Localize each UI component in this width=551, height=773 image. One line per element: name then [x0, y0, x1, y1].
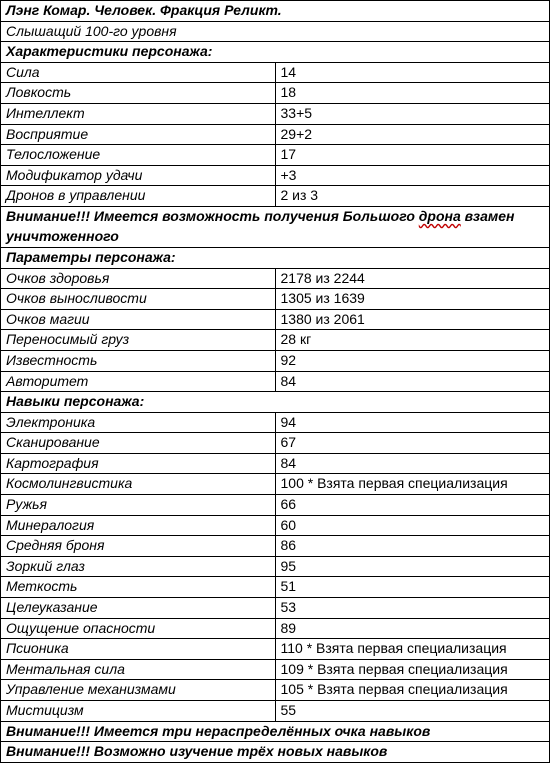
skill-row-label: Ружья	[1, 495, 276, 516]
skill-row-label: Мистицизм	[1, 701, 276, 722]
skill-row	[1, 412, 550, 433]
skill-row	[1, 701, 550, 722]
skill-row-label: Зоркий глаз	[1, 556, 276, 577]
parameter-row	[1, 268, 550, 289]
characteristic-row	[1, 124, 550, 145]
parameter-row-value: 2178 из 2244	[275, 268, 550, 289]
characteristic-row-label: Сила	[1, 62, 276, 83]
parameter-row-label: Очков здоровья	[1, 268, 276, 289]
skill-row	[1, 433, 550, 454]
characteristic-row-value: 14	[275, 62, 550, 83]
skill-row-value: 89	[275, 618, 550, 639]
skill-row-value: 67	[275, 433, 550, 454]
parameter-row-label: Очков выносливости	[1, 289, 276, 310]
skill-row	[1, 577, 550, 598]
parameter-row	[1, 371, 550, 392]
skill-row	[1, 515, 550, 536]
skill-row-label: Космолингвистика	[1, 474, 276, 495]
skill-row-label: Целеуказание	[1, 598, 276, 619]
skill-row-value: 84	[275, 453, 550, 474]
parameter-row-value: 1380 из 2061	[275, 309, 550, 330]
skill-row	[1, 659, 550, 680]
skill-row-value: 53	[275, 598, 550, 619]
skill-row-label: Сканирование	[1, 433, 276, 454]
drone-notice-underlined: дрона	[418, 208, 461, 225]
characteristic-row-label: Дронов в управлении	[1, 186, 276, 207]
characteristic-row	[1, 62, 550, 83]
skill-row	[1, 495, 550, 516]
character-level: Слышащий 100-го уровня	[1, 21, 550, 42]
skill-row-value: 60	[275, 515, 550, 536]
skill-row	[1, 453, 550, 474]
skill-row-value: 110 * Взята первая специализация	[275, 639, 550, 660]
characteristic-row-value: 17	[275, 145, 550, 166]
characteristic-row-value: 2 из 3	[275, 186, 550, 207]
parameter-row-label: Очков магии	[1, 309, 276, 330]
new-skills-notice: Внимание!!! Возможно изучение трёх новых навыков	[1, 742, 550, 763]
skill-row	[1, 556, 550, 577]
characteristic-row	[1, 145, 550, 166]
skill-row	[1, 536, 550, 557]
characteristic-row-label: Восприятие	[1, 124, 276, 145]
characteristic-row	[1, 186, 550, 207]
parameter-row-value: 1305 из 1639	[275, 289, 550, 310]
parameter-row	[1, 330, 550, 351]
skill-row-value: 100 * Взята первая специализация	[275, 474, 550, 495]
skill-row-label: Средняя броня	[1, 536, 276, 557]
character-sheet-body	[1, 1, 550, 763]
skill-row-label: Управление механизмами	[1, 680, 276, 701]
skill-points-notice-row	[1, 721, 550, 742]
skills-heading-row	[1, 392, 550, 413]
skill-row-value: 86	[275, 536, 550, 557]
characteristics-heading-row	[1, 42, 550, 63]
characteristic-row-value: 29+2	[275, 124, 550, 145]
characteristics-heading: Характеристики персонажа:	[1, 42, 550, 63]
characteristic-row-value: 33+5	[275, 103, 550, 124]
skill-row	[1, 598, 550, 619]
skill-row-label: Меткость	[1, 577, 276, 598]
skill-points-notice: Внимание!!! Имеется три нераспределённых очка навыков	[1, 721, 550, 742]
new-skills-notice-row	[1, 742, 550, 763]
skill-row	[1, 474, 550, 495]
characteristic-row	[1, 83, 550, 104]
skill-row-label: Ментальная сила	[1, 659, 276, 680]
characteristic-row-label: Телосложение	[1, 145, 276, 166]
characteristic-row-label: Интеллект	[1, 103, 276, 124]
skill-row-label: Электроника	[1, 412, 276, 433]
parameter-row	[1, 309, 550, 330]
drone-notice-row	[1, 206, 550, 247]
skill-row-value: 94	[275, 412, 550, 433]
characteristic-row-value: 18	[275, 83, 550, 104]
skill-row-label: Ощущение опасности	[1, 618, 276, 639]
characteristic-row-label: Ловкость	[1, 83, 276, 104]
skill-row-value: 109 * Взята первая специализация	[275, 659, 550, 680]
drone-notice	[1, 206, 550, 247]
skill-row-label: Картография	[1, 453, 276, 474]
parameters-heading: Параметры персонажа:	[1, 247, 550, 268]
parameter-row-value: 28 кг	[275, 330, 550, 351]
skill-row	[1, 618, 550, 639]
skill-row-value: 55	[275, 701, 550, 722]
parameter-row	[1, 289, 550, 310]
skill-row-label: Псионика	[1, 639, 276, 660]
parameter-row-value: 92	[275, 350, 550, 371]
parameters-heading-row	[1, 247, 550, 268]
skill-row-value: 105 * Взята первая специализация	[275, 680, 550, 701]
parameter-row-label: Переносимый груз	[1, 330, 276, 351]
skill-row-label: Минералогия	[1, 515, 276, 536]
skill-row	[1, 680, 550, 701]
parameter-row-label: Авторитет	[1, 371, 276, 392]
skill-row	[1, 639, 550, 660]
skill-row-value: 95	[275, 556, 550, 577]
characteristic-row-value: +3	[275, 165, 550, 186]
parameter-row-label: Известность	[1, 350, 276, 371]
character-title: Лэнг Комар. Человек. Фракция Реликт.	[1, 1, 550, 22]
characteristic-row	[1, 165, 550, 186]
parameter-row	[1, 350, 550, 371]
drone-notice-after: взамен уничтоженного	[6, 208, 515, 244]
drone-notice-before: Внимание!!! Имеется возможность получения Большого	[6, 208, 419, 225]
characteristic-row	[1, 103, 550, 124]
title-row	[1, 1, 550, 22]
parameter-row-value: 84	[275, 371, 550, 392]
skill-row-value: 51	[275, 577, 550, 598]
skills-heading: Навыки персонажа:	[1, 392, 550, 413]
characteristic-row-label: Модификатор удачи	[1, 165, 276, 186]
level-row	[1, 21, 550, 42]
skill-row-value: 66	[275, 495, 550, 516]
